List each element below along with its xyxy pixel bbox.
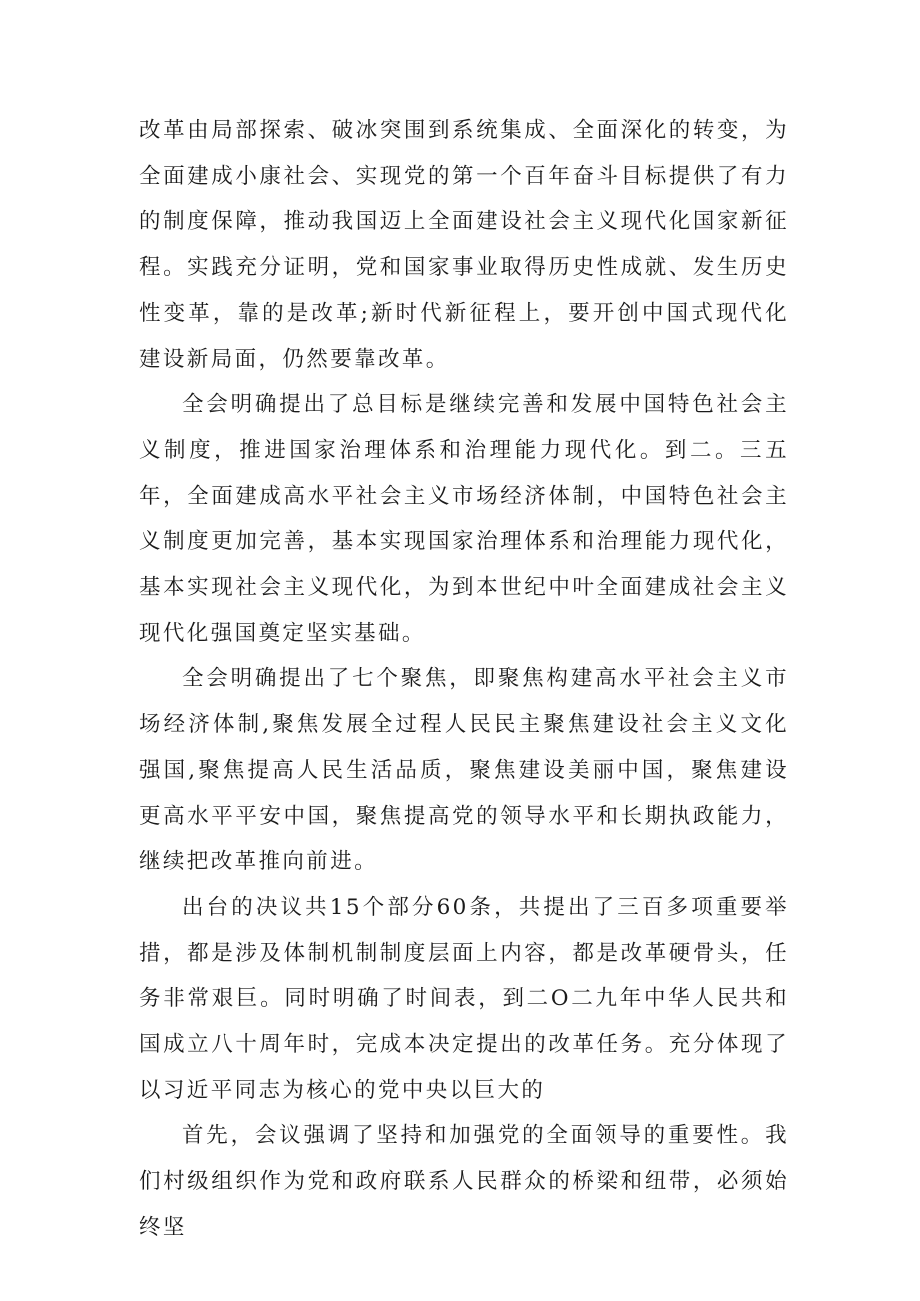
paragraph: 首先，会议强调了坚持和加强党的全面领导的重要性。我们村级组织作为党和政府联系人民群众的桥梁和纽带，必须始终坚 [139,1123,789,1240]
paragraph: 出台的决议共15个部分60条，共提出了三百多项重要举措，都是涉及体制机制制度层面上内容，都是改革硬骨头，任务非常艰巨。同时明确了时间表，到二O二九年中华人民共和国成立八十周年时，完成本决定提出的改革任务。充分体现了以习近平同志为核心的党中央以巨大的 [139,894,789,1103]
paragraph: 改革由局部探索、破冰突围到系统集成、全面深化的转变，为全面建成小康社会、实现党的第一个百年奋斗目标提供了有力的制度保障，推动我国迈上全面建设社会主义现代化国家新征程。实践充分证明，党和国家事业取得历史性成就、发生历史性变革，靠的是改革;新时代新征程上，要开创中国式现代化建设新局面，仍然要靠改革。 [139,118,789,372]
paragraph: 全会明确提出了总目标是继续完善和发展中国特色社会主义制度，推进国家治理体系和治理能力现代化。到二。三五年，全面建成高水平社会主义市场经济体制，中国特色社会主义制度更加完善，基本实现国家治理体系和治理能力现代化，基本实现社会主义现代化，为到本世纪中叶全面建成社会主义现代化强国奠定坚实基础。 [139,392,789,646]
document-body [139,108,789,1251]
paragraph: 全会明确提出了七个聚焦，即聚焦构建高水平社会主义市场经济体制,聚焦发展全过程人民民主聚焦建设社会主义文化强国,聚焦提高人民生活品质，聚焦建设美丽中国，聚焦建设更高水平平安中国，聚焦提高党的领导水平和长期执政能力，继续把改革推向前进。 [139,666,789,875]
